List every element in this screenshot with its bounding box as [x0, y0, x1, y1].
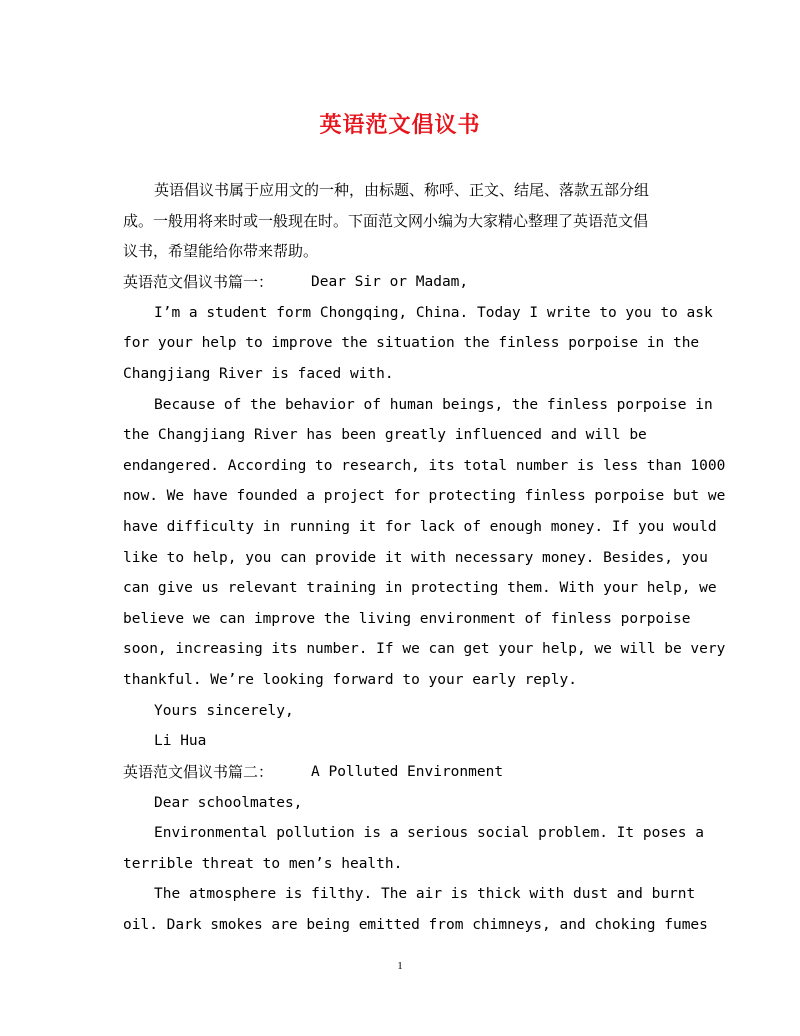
letter-signature: Li Hua	[154, 733, 207, 749]
paragraph-line: soon, increasing its number. If we can get your help, we will be very	[123, 641, 726, 657]
page-title: 英语范文倡议书	[319, 112, 481, 138]
section1-salutation: Dear Sir or Madam,	[311, 274, 469, 290]
page-number: 1	[397, 960, 403, 972]
section2-salutation: Dear schoolmates,	[154, 795, 303, 811]
paragraph-line: terrible threat to men’s health.	[123, 856, 403, 872]
paragraph-line: like to help, you can provide it with necessary money. Besides, you	[123, 550, 708, 566]
paragraph-line: believe we can improve the living environment of finless porpoise	[123, 611, 691, 627]
paragraph-line: for your help to improve the situation the finless porpoise in the	[123, 335, 700, 351]
paragraph-line: I’m a student form Chongqing, China. Today I write to you to ask	[154, 305, 713, 321]
section1-heading: 英语范文倡议书篇一：	[123, 273, 274, 291]
section2-title: A Polluted Environment	[311, 764, 504, 780]
intro-line: 议书，希望能给你带来帮助。	[123, 242, 319, 260]
paragraph-line: can give us relevant training in protecting them. With your help, we	[123, 580, 717, 596]
letter-closing: Yours sincerely,	[154, 703, 294, 719]
paragraph-line: Changjiang River is faced with.	[123, 366, 394, 382]
paragraph-line: The atmosphere is filthy. The air is thick with dust and burnt	[154, 886, 696, 902]
intro-line: 成。一般用将来时或一般现在时。下面范文网小编为大家精心整理了英语范文倡	[123, 212, 649, 230]
paragraph-line: Because of the behavior of human beings, the finless porpoise in	[154, 397, 713, 413]
paragraph-line: have difficulty in running it for lack of enough money. If you would	[123, 519, 717, 535]
paragraph-line: oil. Dark smokes are being emitted from chimneys, and choking fumes	[123, 917, 708, 933]
paragraph-line: endangered. According to research, its total number is less than 1000	[123, 458, 726, 474]
paragraph-line: thankful. We’re looking forward to your early reply.	[123, 672, 577, 688]
section2-heading: 英语范文倡议书篇二：	[123, 763, 274, 781]
intro-line: 英语倡议书属于应用文的一种，由标题、称呼、正文、结尾、落款五部分组	[154, 181, 650, 199]
paragraph-line: now. We have founded a project for protecting finless porpoise but we	[123, 488, 726, 504]
paragraph-line: the Changjiang River has been greatly influenced and will be	[123, 427, 647, 443]
paragraph-line: Environmental pollution is a serious social problem. It poses a	[154, 825, 704, 841]
